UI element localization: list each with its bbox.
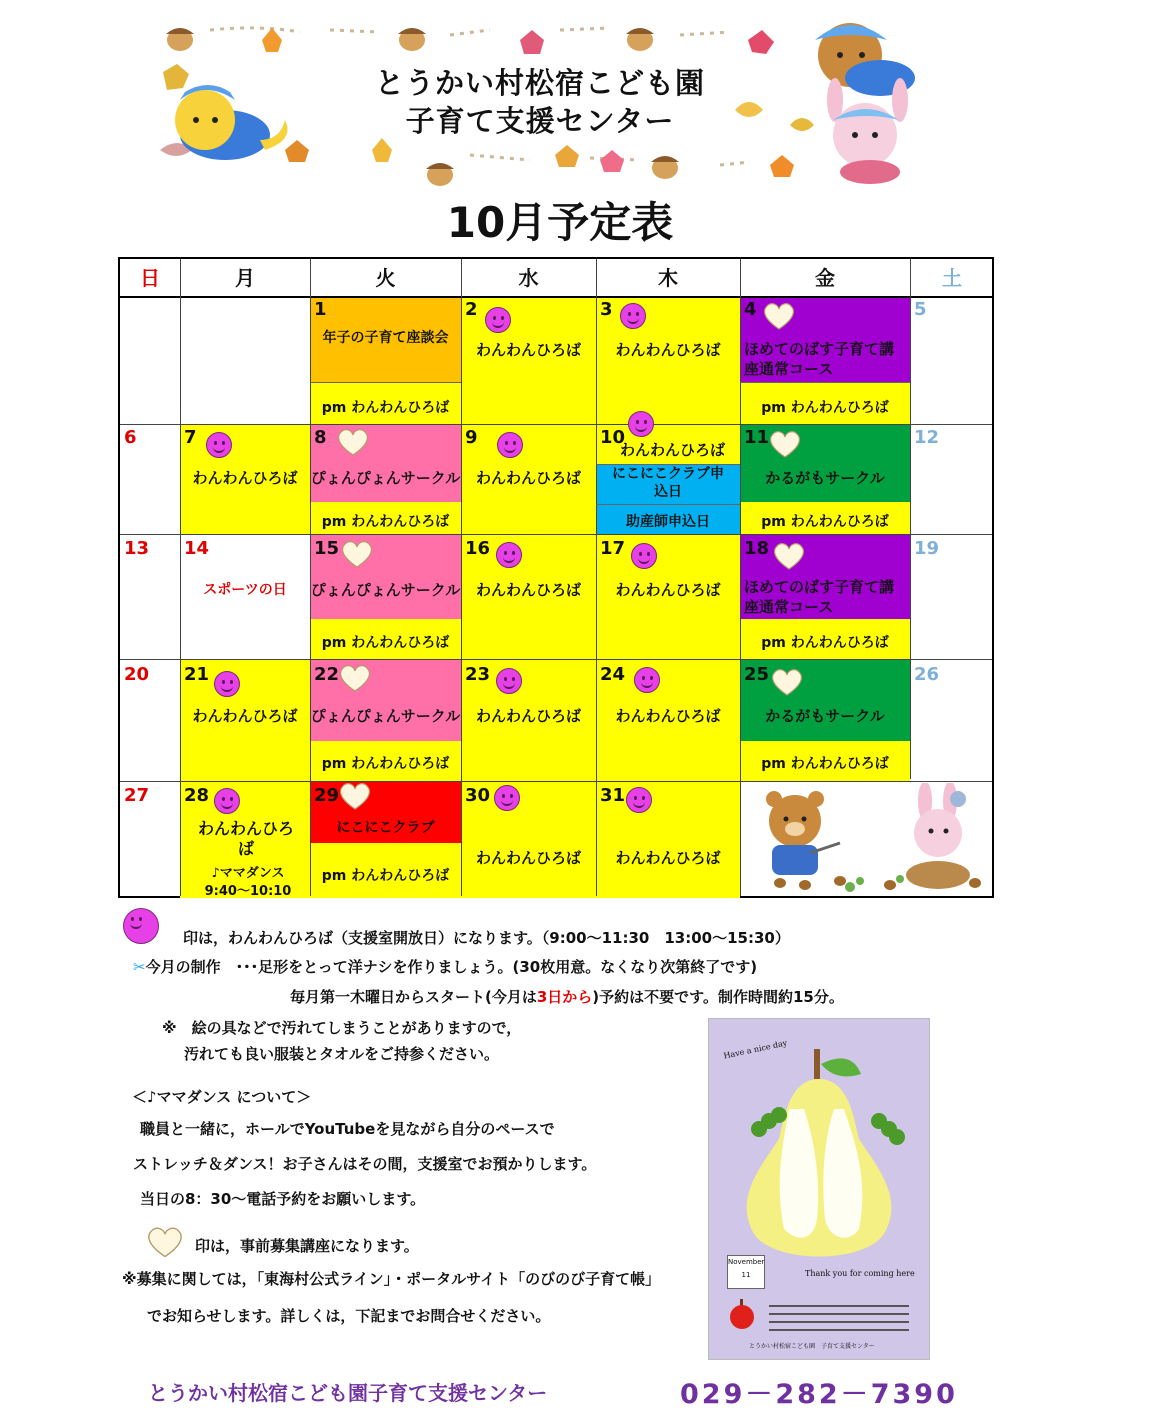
mamadance-line — [186, 862, 310, 881]
org-title-line2: 子育て支援センター — [405, 104, 675, 138]
heart-icon — [338, 781, 372, 811]
cell-subline — [740, 382, 910, 383]
footer-org: とうかい村松宿こども園子育て支援センター — [148, 1381, 548, 1405]
footer-phone[interactable]: 029－282－7390 — [680, 1379, 958, 1410]
dance-icon: ♪ — [147, 1088, 157, 1106]
cell-subline — [310, 382, 461, 383]
row-divider — [120, 781, 992, 782]
event-karugamo: かるがもサークル — [765, 469, 885, 487]
day-number: 30 — [465, 785, 491, 806]
smile-icon — [494, 785, 520, 811]
event-wanwan: わんわんひろば — [192, 469, 298, 487]
event-wanwan: わんわんひろば — [615, 849, 721, 867]
cell-subline — [596, 504, 740, 505]
event-pm-wanwan: pm わんわんひろば — [761, 514, 889, 530]
pear-icon — [729, 1039, 909, 1259]
craft-line2 — [290, 986, 844, 1007]
craft-line1-text: 今月の制作 ･･･足形をとって洋ナシを作りましょう。(30枚用意。なくなり次第終了です) — [145, 958, 758, 976]
event-pm-wanwan: pm わんわんひろば — [761, 756, 889, 772]
day-number: 15 — [314, 538, 340, 559]
smile-icon — [634, 667, 660, 693]
event-wanwan: わんわんひろば — [192, 707, 298, 725]
photo-footer-small: とうかい村松宿こども園 子育て支援センター — [749, 1343, 875, 1350]
day-number: 17 — [600, 538, 626, 559]
weekday-tue: 火 — [375, 266, 396, 290]
event-sports-day: スポーツの日 — [203, 582, 287, 598]
dance-heading-bracket: ＜ — [132, 1088, 148, 1106]
event-wanwan: わんわんひろば — [615, 581, 721, 599]
photo-day: 11 — [741, 1271, 751, 1279]
caution-line2: 汚れても良い服装とタオルをご持参ください。 — [184, 1045, 500, 1063]
bear-rabbit-illustration-icon — [750, 783, 990, 895]
event-wanwan: わんわんひろば — [615, 341, 721, 359]
event-niconico-apply: にこにこクラブ申込日 — [612, 466, 724, 500]
day-number: 27 — [124, 785, 150, 806]
day-number: 11 — [744, 427, 770, 448]
smile-icon — [626, 787, 652, 813]
day-number: 13 — [124, 538, 150, 559]
heart-legend-text: 印は，事前募集講座になります。 — [195, 1237, 419, 1255]
day-number: 10 — [600, 427, 626, 448]
event-wanwan: わんわんひろば — [620, 441, 726, 459]
smile-legend-icon — [123, 908, 159, 944]
day-number: 31 — [600, 785, 626, 806]
smile-icon — [485, 307, 511, 333]
event-wanwan: わんわんひろば — [475, 469, 581, 487]
photo-have-nice-day: Have a nice day — [722, 1038, 788, 1061]
org-title-line1: とうかい村松宿こども園 — [374, 66, 705, 100]
weekday-mon: 月 — [235, 266, 255, 290]
day-number: 24 — [600, 664, 626, 685]
smile-icon — [631, 543, 657, 569]
event-josanshi: 助産師申込日 — [626, 514, 710, 530]
smile-icon — [496, 668, 522, 694]
day-number: 2 — [465, 299, 478, 320]
event-pm-wanwan: pm わんわんひろば — [321, 514, 450, 530]
smile-icon — [214, 788, 240, 814]
cell-bg-2 — [461, 297, 596, 424]
row-divider — [120, 659, 992, 660]
craft-line2-c: )予約は不要です。制作時間約15分。 — [592, 988, 844, 1006]
row-divider — [120, 424, 992, 425]
heart-icon — [762, 301, 796, 331]
day-number: 4 — [744, 299, 757, 320]
dance-line2: ストレッチ＆ダンス！お子さんはその間，支援室でお預かりします。 — [133, 1155, 597, 1173]
weekday-wed: 水 — [518, 266, 539, 290]
heart-icon — [338, 663, 372, 693]
dance-heading-text: ママダンス について＞ — [156, 1088, 312, 1106]
smile-icon — [206, 432, 232, 458]
day-number: 16 — [465, 538, 491, 559]
event-niconico: にこにこクラブ — [336, 820, 435, 836]
weekday-sat: 土 — [942, 266, 962, 290]
mamadance-time: 9:40～10:10 — [204, 884, 292, 899]
craft-line2-highlight: 3日から — [536, 988, 593, 1006]
cell-bg-3 — [596, 297, 740, 424]
photo-mini-calendar-grid — [769, 1303, 919, 1333]
heart-icon — [772, 541, 806, 571]
col-divider — [310, 259, 311, 896]
heart-legend-icon — [146, 1224, 184, 1260]
craft-line — [133, 956, 757, 977]
event-pm-wanwan: pm わんわんひろば — [321, 400, 450, 416]
mamadance-label: ママダンス — [219, 866, 285, 881]
day-number: 1 — [314, 299, 327, 320]
photo-mini-calendar-label — [727, 1255, 765, 1289]
heart-icon — [770, 667, 804, 697]
event-homete: ほめてのばす子育て講座通常コース — [744, 578, 895, 616]
heart-icon — [340, 539, 374, 569]
fox-character-icon — [175, 85, 288, 160]
day-number: 29 — [314, 785, 340, 806]
smile-icon — [628, 411, 654, 437]
event-karugamo: かるがもサークル — [765, 707, 885, 725]
event-wanwan: わんわんひろば — [197, 819, 294, 858]
event-pyon: ぴょんぴょんサークル — [310, 469, 461, 487]
smile-icon — [214, 671, 240, 697]
apple-icon — [727, 1297, 757, 1331]
org-title — [360, 64, 720, 140]
col-divider — [910, 259, 911, 779]
day-number: 23 — [465, 664, 491, 685]
row-divider — [120, 534, 992, 535]
col-divider — [180, 259, 181, 896]
day-number: 26 — [914, 664, 940, 685]
weekday-sun: 日 — [140, 266, 160, 290]
pear-craft-photo — [708, 1018, 930, 1360]
event-toshigo: 年子の子育て座談会 — [322, 330, 449, 346]
smile-icon — [496, 542, 522, 568]
event-pm-wanwan: pm わんわんひろば — [321, 756, 450, 772]
calendar-grid — [118, 257, 994, 898]
event-pyon: ぴょんぴょんサークル — [310, 707, 461, 725]
bear-icon — [766, 791, 840, 875]
event-wanwan: わんわんひろば — [615, 707, 721, 725]
photo-november: November — [728, 1258, 765, 1266]
header-divider — [120, 296, 992, 298]
day-number: 19 — [914, 538, 940, 559]
event-pm-wanwan: pm わんわんひろば — [321, 868, 450, 884]
rabbit-icon — [906, 783, 970, 889]
heart-icon — [768, 429, 802, 459]
event-pyon: ぴょんぴょんサークル — [310, 581, 461, 599]
dance-heading — [132, 1086, 311, 1107]
smile-icon — [497, 432, 523, 458]
recruit-line1: ※募集に関しては，「東海村公式ライン」・ポータルサイト「のびのび子育て帳」 — [122, 1270, 661, 1288]
day-number: 14 — [184, 538, 210, 559]
day-number: 22 — [314, 664, 340, 685]
event-wanwan: わんわんひろば — [475, 581, 581, 599]
craft-line2-a: 毎月第一木曜日からスタート(今月は — [290, 988, 537, 1006]
dance-icon: ♪ — [211, 866, 220, 881]
event-homete: ほめてのばす子育て講座通常コース — [744, 340, 895, 378]
day-number: 9 — [465, 427, 478, 448]
day-number: 3 — [600, 299, 613, 320]
photo-thanks: Thank you for coming here — [805, 1269, 915, 1278]
day-number: 6 — [124, 427, 137, 448]
cell-bg-8-top — [310, 424, 461, 502]
day-number: 28 — [184, 785, 210, 806]
day-number: 7 — [184, 427, 197, 448]
smile-icon — [620, 303, 646, 329]
day-number: 18 — [744, 538, 770, 559]
dance-line1: 職員と一緒に，ホールでYouTubeを見ながら自分のペースで — [140, 1120, 555, 1138]
event-wanwan: わんわんひろば — [475, 849, 581, 867]
event-wanwan: わんわんひろば — [475, 707, 581, 725]
weekday-fri: 金 — [815, 266, 835, 290]
dance-line3: 当日の8：30～電話予約をお願いします。 — [140, 1190, 426, 1208]
col-divider — [740, 259, 741, 896]
weekday-thu: 木 — [658, 266, 678, 290]
scissors-icon: ✂ — [133, 958, 146, 976]
event-wanwan: わんわんひろば — [475, 341, 581, 359]
heart-icon — [336, 427, 370, 457]
smile-legend-text: 印は，わんわんひろば（支援室開放日）になります。（9:00～11:30 13:00～15:30） — [183, 929, 790, 947]
event-pm-wanwan: pm わんわんひろば — [321, 635, 450, 651]
event-pm-wanwan: pm わんわんひろば — [761, 400, 889, 416]
day-number: 5 — [914, 299, 927, 320]
recruit-line2: でお知らせします。詳しくは，下記までお問合せください。 — [147, 1307, 551, 1325]
day-number: 12 — [914, 427, 940, 448]
day-number: 25 — [744, 664, 770, 685]
event-pm-wanwan: pm わんわんひろば — [761, 635, 889, 651]
day-number: 8 — [314, 427, 327, 448]
day-number: 20 — [124, 664, 150, 685]
day-number: 21 — [184, 664, 210, 685]
caution-line1: ※ 絵の具などで汚れてしまうことがありますので， — [162, 1019, 522, 1037]
month-title: 10月予定表 — [446, 198, 674, 247]
